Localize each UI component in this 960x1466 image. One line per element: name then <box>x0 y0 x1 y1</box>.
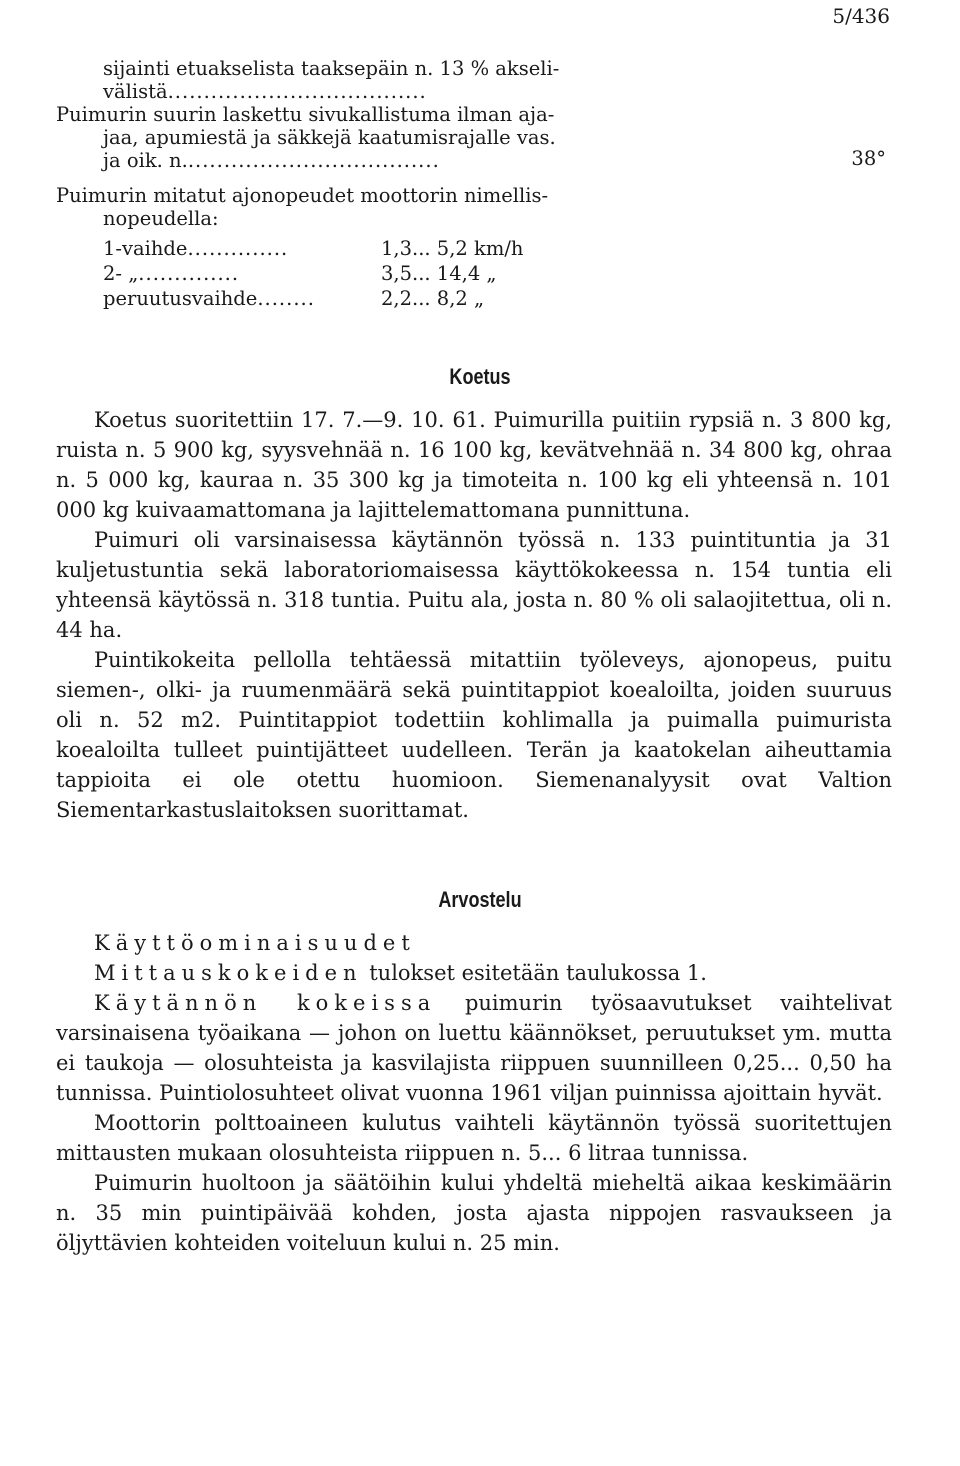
spec-line-2 <box>103 80 427 104</box>
leader-dots: .............. <box>138 262 240 285</box>
section-heading-arvostelu: Arvostelu <box>438 887 522 912</box>
paragraph-text: puimurin työsaavutukset vaihtelivat varsinaisena työaikana — johon on luettu käännökset, peruutukset ym. mutta ei taukoja — olosuhteista ja kasvilajista riippuen suunnilleen 0,25... 0,50 ha tunnissa. Puintiolosuhteet olivat vuonna 1961 viljan puinnissa ajoittain hyvät. <box>56 991 892 1105</box>
speed-row-label: 2- „ <box>103 262 139 285</box>
speed-row-value: 1,3... 5,2 km/h <box>381 237 524 260</box>
speed-row <box>103 287 484 311</box>
speed-row <box>103 237 523 261</box>
arvostelu-paragraph-1 <box>56 958 892 988</box>
spaced-lead: Mittauskokeiden <box>94 961 363 985</box>
koetus-paragraph-1: Koetus suoritettiin 17. 7.—9. 10. 61. Puimurilla puitiin rypsiä n. 3 800 kg, ruista n. 5 900 kg, syysvehnää n. 16 100 kg, kevätvehnää n. 34 800 kg, ohraa n. 5 000 kg, kauraa n. 35 300 kg ja timoteita n. 100 kg eli yhteensä n. 101 000 kg kuivaamattomana ja lajittelemattomana punnittuna. <box>56 408 892 522</box>
arvostelu-paragraph-2 <box>56 988 892 1108</box>
speed-row-value: 3,5... 14,4 „ <box>381 262 497 285</box>
arvostelu-paragraph-3: Moottorin polttoaineen kulutus vaihteli käytännön työssä suoritettujen mittausten mukaan olosuhteista riippuen n. 5... 6 litraa tunnissa. <box>56 1111 892 1165</box>
arvostelu-body <box>56 928 892 1258</box>
koetus-body <box>56 405 892 825</box>
speed-row-label: peruutusvaihde <box>103 287 258 310</box>
leader-dots: ................................... <box>187 149 440 172</box>
leader-dots: ........ <box>257 287 315 310</box>
section-heading-koetus: Koetus <box>449 364 511 389</box>
koetus-paragraph-3: Puintikokeita pellolla tehtäessä mitattiin työleveys, ajonopeus, puitu siemen-, olki- ja ruumenmäärä sekä puintitappiot koealoilta, joiden suuruus oli n. 52 m2. Puintitappiot todettiin kohlimalla ja puimalla puimurista koealoilta tulleet puintijätteet uudelleen. Terän ja kaatokelan aiheuttamia tappioita ei ole otettu huomioon. Siemenanalyysit ovat Valtion Siementarkastuslaitoksen suorittamat. <box>56 648 892 822</box>
speed-row-value: 2,2... 8,2 „ <box>381 287 485 310</box>
speed-row <box>103 262 497 286</box>
speed-row-label: 1-vaihde <box>103 237 188 260</box>
speed-row-label-wrap <box>103 237 381 261</box>
spec-line-3: Puimurin suurin laskettu sivukallistuma ilman aja- <box>56 103 555 126</box>
koetus-paragraph-2: Puimuri oli varsinaisessa käytännön työssä n. 133 puintituntia ja 31 kuljetustuntia sekä laboratoriomaisessa käyttökokeessa n. 154 tuntia eli yhteensä käytössä n. 318 tuntia. Puitu ala, josta n. 80 % oli salaojitettua, oli n. 44 ha. <box>56 528 892 642</box>
spec-line-6: Puimurin mitatut ajonopeudet moottorin nimellis- <box>56 184 549 207</box>
leader-dots: .................................... <box>167 80 427 103</box>
spec-line-1: sijainti etuakselista taaksepäin n. 13 % akseli- <box>103 57 560 80</box>
spec-line-5 <box>103 149 440 173</box>
spaced-lead: Käytännön kokeissa <box>94 991 437 1015</box>
subheading-kayttoominaisuudet <box>56 928 892 958</box>
speed-row-label-wrap <box>103 262 381 286</box>
leader-dots: .............. <box>187 237 289 260</box>
spec-line-7: nopeudella: <box>103 207 219 230</box>
arvostelu-paragraph-4: Puimurin huoltoon ja säätöihin kului yhdeltä mieheltä aikaa keskimäärin n. 35 min puintipäivää kohden, josta ajasta nippojen rasvaukseen ja öljyttävien kohteiden voiteluun kului n. 25 min. <box>56 1171 892 1255</box>
speed-row-label-wrap <box>103 287 381 311</box>
spec-line-2-text: välistä <box>103 80 168 103</box>
subheading-text: Käyttöominaisuudet <box>94 931 416 955</box>
paragraph-text: tulokset esitetään taulukossa 1. <box>362 961 707 985</box>
spec-line-4: jaa, apumiestä ja säkkejä kaatumisrajalle vas. <box>103 126 556 149</box>
spec-line-5-text: ja oik. n. <box>103 149 188 172</box>
tilt-value: 38° <box>851 147 886 170</box>
page-number: 5/436 <box>832 4 890 28</box>
